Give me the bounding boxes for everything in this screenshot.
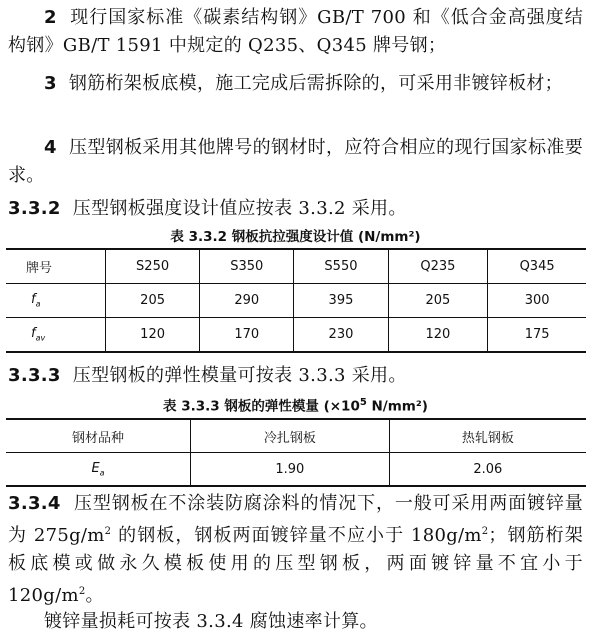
table-caption: 表 3.3.2 钢板抗拉强度设计值 (N/mm²): [170, 229, 421, 245]
item-text: 现行国家标准《碳素结构钢》GB/T 700 和《低合金高强度结构钢》GB/T 1591 中规定的 Q235、Q345 牌号钢；: [8, 7, 583, 56]
item-2: [8, 4, 583, 60]
value-cell: 300: [488, 284, 586, 318]
header-label: 牌号: [6, 249, 106, 284]
value-cell: 205: [388, 284, 488, 318]
table-row: [6, 284, 586, 318]
value-cell: 1.90: [191, 453, 390, 487]
section-text: 压型钢板强度设计值应按表 3.3.2 采用。: [72, 198, 407, 219]
section-number: 3.3.3: [8, 365, 61, 386]
value-cell: 120: [106, 318, 200, 353]
item-text: 钢筋桁架板底模，施工完成后需拆除的，可采用非镀锌板材；: [68, 73, 563, 94]
header-label: 钢材品种: [6, 419, 191, 453]
column-header: 热轧钢板: [389, 419, 586, 453]
item-number: 2: [44, 7, 57, 28]
grade-cell: S250: [106, 249, 200, 284]
table-caption: 表 3.3.3 钢板的弹性模量 ($\times 10^5$ N/mm²): [163, 397, 428, 415]
grade-cell: S550: [294, 249, 388, 284]
table-header-row: [6, 249, 586, 284]
item-3: [8, 70, 583, 98]
table-row: [6, 318, 586, 353]
grade-cell: Q235: [388, 249, 488, 284]
section-3-3-3: [8, 362, 583, 390]
symbol-cell: $f_{av}$: [6, 318, 106, 353]
value-cell: 120: [388, 318, 488, 353]
value-cell: 205: [106, 284, 200, 318]
item-text: 压型钢板采用其他牌号的钢材时，应符合相应的现行国家标准要求。: [8, 137, 583, 186]
value-cell: 290: [200, 284, 294, 318]
table-header-row: [6, 419, 586, 453]
section-number: 3.3.2: [8, 198, 61, 219]
item-number: 3: [44, 73, 57, 94]
item-number: 4: [44, 137, 57, 158]
tensile-strength-table: [6, 248, 586, 353]
item-4: [8, 134, 583, 190]
symbol-cell: $f_a$: [6, 284, 106, 318]
value-cell: 170: [200, 318, 294, 353]
symbol-cell: $E_a$: [6, 453, 191, 487]
last-paragraph: 镀锌量损耗可按表 3.3.4 腐蚀速率计算。: [44, 611, 378, 632]
value-cell: 2.06: [389, 453, 586, 487]
section-3-3-4: 3.3.4 压型钢板在不涂装防腐涂料的情况下，一般可采用两面镀锌量为 $275g/m^2$ 的钢板，钢板两面镀锌量不应小于 $180g/m^2$；钢筋桁架板底模或做永久模板使用的压型钢板，两面镀锌量不宜小于 $120g/m^2$。: [8, 493, 583, 606]
value-cell: 230: [294, 318, 388, 353]
section-number: 3.3.4: [8, 493, 61, 514]
grade-cell: Q345: [488, 249, 586, 284]
value-cell: 395: [294, 284, 388, 318]
section-3-3-2: [8, 195, 583, 223]
value-cell: 175: [488, 318, 586, 353]
section-text: 压型钢板的弹性模量可按表 3.3.3 采用。: [72, 365, 407, 386]
grade-cell: S350: [200, 249, 294, 284]
elastic-modulus-table: [6, 418, 586, 487]
column-header: 冷扎钢板: [191, 419, 390, 453]
table-row: [6, 453, 586, 487]
